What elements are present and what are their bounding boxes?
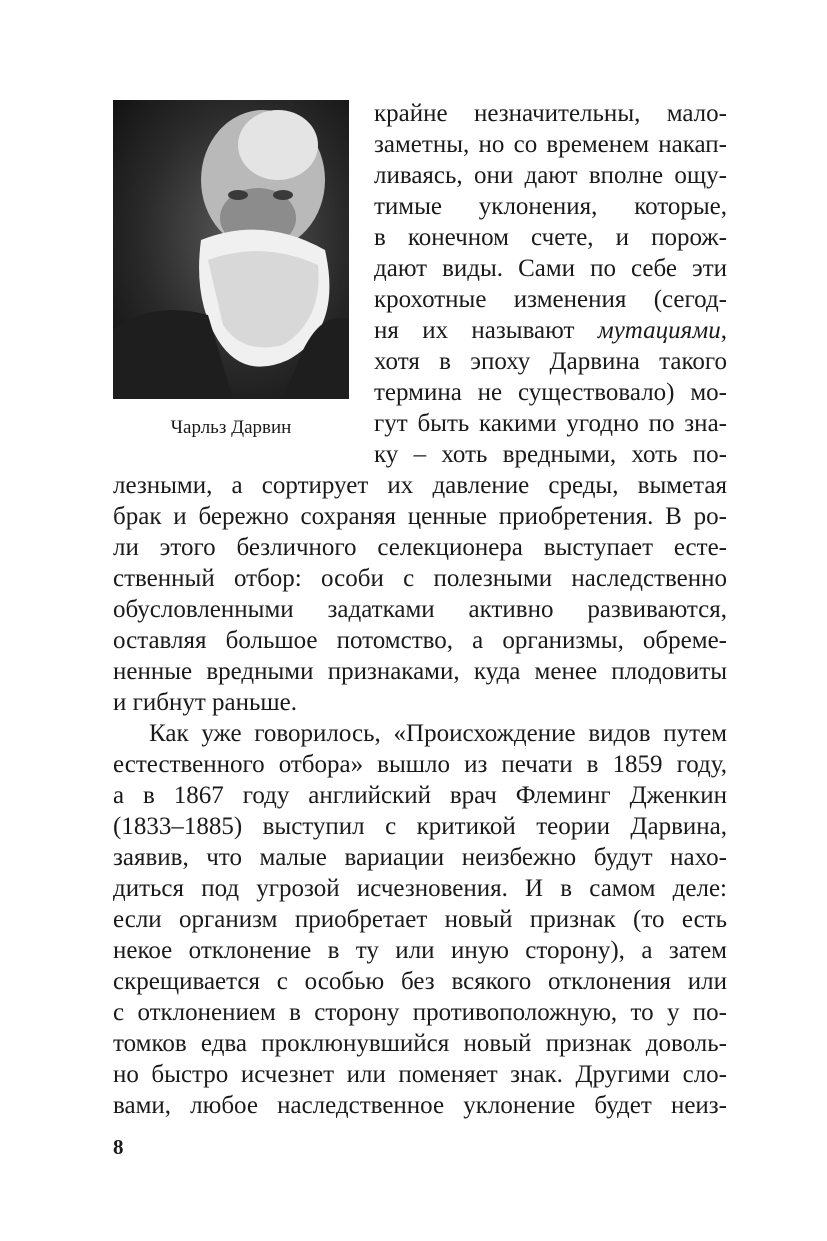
text-line: в конечном счете, и порож- xyxy=(374,224,727,251)
text-line: диться под угрозой исчезновения. И в самом деле: xyxy=(113,875,727,902)
text-line: лезными, а сортирует их давление среды, выметая xyxy=(113,472,727,499)
text-line: ли этого безличного селекционера выступает есте- xyxy=(113,534,727,561)
text-line: крайне незначительны, мало- xyxy=(374,100,727,127)
text-line: с отклонением в сторону противоположную, то у по- xyxy=(113,999,727,1026)
text-line: скрещивается с особью без всякого отклонения или xyxy=(113,968,727,995)
text-line: ственный отбор: особи с полезными наследственно xyxy=(113,565,727,592)
text-line: заявив, что малые вариации неизбежно будут нахо- xyxy=(113,844,727,871)
text-line: вами, любое наследственное уклонение будет неиз- xyxy=(113,1092,727,1119)
text-line: оставляя большое потомство, а организмы, обреме- xyxy=(113,627,727,654)
text-line: а в 1867 году английский врач Флеминг Дженкин xyxy=(113,782,727,809)
darwin-portrait-photo xyxy=(113,100,349,399)
text-line: (1833–1885) выступил с критикой теории Дарвина, xyxy=(113,813,727,840)
text-line: и гибнут раньше. xyxy=(113,689,298,716)
text-line: ливаясь, они дают вполне ощу- xyxy=(374,162,727,189)
text-line: ненные вредными признаками, куда менее плодовиты xyxy=(113,658,727,685)
text-line-with-italic: ня их называют мутациями, xyxy=(374,317,727,344)
text-line: хотя в эпоху Дарвина такого xyxy=(374,348,727,375)
page-number: 8 xyxy=(113,1135,124,1159)
text-line: некое отклонение в ту или иную сторону), а затем xyxy=(113,937,727,964)
text-line: ку – хоть вредными, хоть по- xyxy=(374,441,727,468)
text-line: брак и бережно сохраняя ценные приобретения. В ро- xyxy=(113,503,727,530)
text-line: Как уже говорилось, «Происхождение видов путем xyxy=(149,720,727,747)
text-line: заметны, но со временем накап- xyxy=(374,131,727,158)
text-line: обусловленными задатками активно развиваются, xyxy=(113,596,727,623)
text-line: томков едва проклюнувшийся новый признак доволь- xyxy=(113,1030,727,1057)
text-line: гут быть какими угодно по зна- xyxy=(374,410,727,437)
text-line: тимые уклонения, которые, xyxy=(374,193,727,220)
text-line: если организм приобретает новый признак (то есть xyxy=(113,906,727,933)
photo-caption: Чарльз Дарвин xyxy=(170,417,292,438)
italic-term: мутациями xyxy=(597,317,721,344)
text-line: термина не существовало) мо- xyxy=(374,379,727,406)
text-line: крохотные изменения (сегод- xyxy=(374,286,727,313)
text-line: дают виды. Сами по себе эти xyxy=(374,255,727,282)
text-line: но быстро исчезнет или поменяет знак. Другими сло- xyxy=(113,1061,727,1088)
text-line: естественного отбора» вышло из печати в 1859 году, xyxy=(113,751,727,778)
